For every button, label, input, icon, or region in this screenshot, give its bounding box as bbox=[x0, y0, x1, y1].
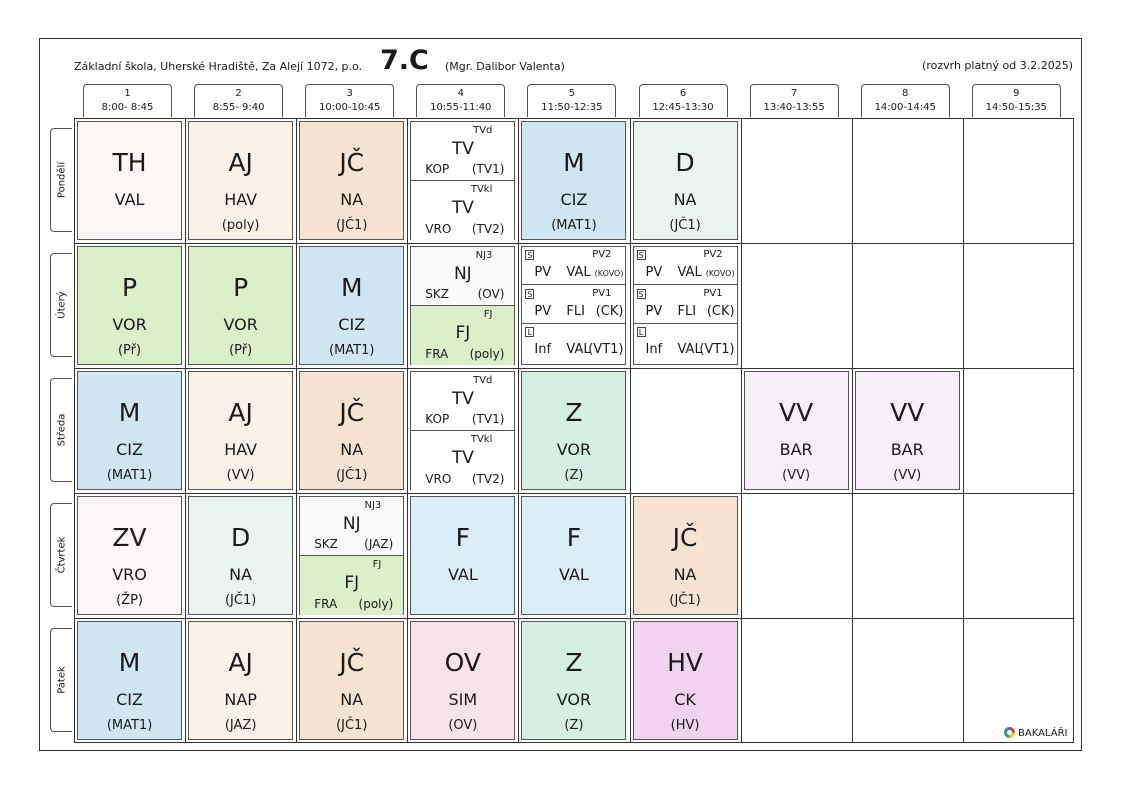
group-name: PV2 bbox=[703, 249, 723, 260]
row-divider bbox=[74, 618, 1074, 619]
lesson-room: (TV1) bbox=[471, 412, 505, 426]
lesson-teacher: SIM bbox=[448, 690, 478, 709]
lesson-subject: TV bbox=[451, 448, 474, 468]
lesson-teacher: VAL bbox=[677, 342, 702, 357]
lesson-teacher: VAL bbox=[447, 565, 478, 584]
lesson-cell bbox=[633, 496, 738, 615]
lesson-cell bbox=[744, 371, 849, 490]
lesson-room: (JAZ) bbox=[224, 718, 257, 733]
period-number: 3 bbox=[346, 88, 353, 99]
lesson-room: (poly) bbox=[358, 597, 394, 611]
column-divider bbox=[741, 118, 742, 743]
lesson-room: (VV) bbox=[226, 468, 255, 483]
column-divider bbox=[185, 118, 186, 743]
lesson-teacher: CIZ bbox=[560, 190, 588, 209]
column-divider bbox=[407, 118, 408, 743]
day-label: Čtvrtek bbox=[56, 536, 67, 574]
day-label: Středa bbox=[56, 413, 67, 447]
lesson-teacher: VOR bbox=[556, 440, 592, 459]
lesson-room: (Z) bbox=[564, 718, 584, 733]
lesson-subject: PV bbox=[645, 303, 663, 319]
school-name: Základní škola, Uherské Hradiště, Za Alejí 1072, p.o. bbox=[74, 60, 363, 73]
lesson-subject: VV bbox=[779, 398, 814, 427]
validity-note: (rozvrh platný od 3.2.2025) bbox=[922, 59, 1073, 72]
lesson-subject: M bbox=[563, 148, 585, 177]
lesson-room: (HV) bbox=[670, 718, 700, 733]
column-divider bbox=[518, 118, 519, 743]
lesson-subject: NJ bbox=[342, 514, 361, 534]
lesson-cell bbox=[299, 496, 404, 615]
lesson-teacher: VAL bbox=[566, 342, 591, 357]
lesson-teacher: KOP bbox=[425, 162, 450, 176]
period-time: 8:00- 8:45 bbox=[101, 102, 154, 113]
period-number: 1 bbox=[124, 88, 131, 99]
lesson-teacher: NA bbox=[673, 565, 697, 584]
group-lesson bbox=[411, 431, 514, 490]
lesson-subject: PV bbox=[534, 265, 552, 280]
lesson-room: (poly) bbox=[469, 347, 505, 361]
lesson-room: (MAT1) bbox=[106, 468, 153, 483]
lesson-teacher: VAL bbox=[677, 265, 702, 280]
lesson-subject: JČ bbox=[672, 523, 698, 552]
lesson-teacher: FLI bbox=[566, 303, 585, 319]
lesson-subject: F bbox=[455, 523, 471, 552]
day-header-4 bbox=[50, 503, 72, 607]
group-lesson bbox=[411, 181, 514, 240]
lesson-teacher: VAL bbox=[566, 265, 591, 280]
cycle-mark: S bbox=[527, 251, 533, 260]
period-time: 10:00-10:45 bbox=[319, 102, 381, 113]
lesson-teacher: NA bbox=[340, 190, 364, 209]
lesson-room: (CK) bbox=[595, 303, 624, 319]
group-lesson bbox=[634, 324, 737, 362]
lesson-cell bbox=[521, 371, 626, 490]
lesson-room: (TV1) bbox=[471, 162, 505, 176]
group-name: PV1 bbox=[703, 287, 723, 299]
bakalari-brand: BAKALÁŘI bbox=[1018, 728, 1068, 739]
lesson-room: (JČ1) bbox=[669, 218, 701, 233]
lesson-subject: TV bbox=[451, 198, 474, 218]
period-time: 14:00-14:45 bbox=[874, 102, 936, 113]
lesson-room: (KOVO) bbox=[705, 269, 735, 278]
period-header-5 bbox=[527, 84, 616, 117]
lesson-subject: M bbox=[340, 273, 363, 302]
group-name: TVkl bbox=[470, 434, 493, 445]
lesson-cell bbox=[299, 246, 404, 365]
lesson-teacher: VRO bbox=[425, 472, 452, 486]
lesson-room: (OV) bbox=[448, 718, 478, 733]
lesson-room: (MAT1) bbox=[329, 343, 375, 358]
lesson-subject: OV bbox=[444, 648, 482, 677]
lesson-subject: Z bbox=[565, 648, 583, 677]
lesson-subject: AJ bbox=[228, 148, 253, 177]
lesson-cell bbox=[188, 246, 293, 365]
group-lesson bbox=[634, 286, 737, 324]
lesson-room: (KOVO) bbox=[594, 269, 624, 278]
period-header-1 bbox=[83, 84, 172, 117]
lesson-cell bbox=[410, 621, 515, 740]
period-header-8 bbox=[861, 84, 950, 117]
lesson-subject: M bbox=[118, 398, 141, 427]
period-number: 8 bbox=[902, 88, 909, 99]
lesson-cell bbox=[410, 121, 515, 240]
group-lesson bbox=[634, 247, 737, 285]
lesson-teacher: NA bbox=[229, 565, 253, 584]
cycle-mark: S bbox=[527, 289, 533, 299]
day-label: Pátek bbox=[56, 666, 67, 694]
lesson-teacher: VOR bbox=[112, 315, 147, 334]
lesson-room: (VT1) bbox=[699, 342, 735, 357]
lesson-subject: JČ bbox=[339, 648, 365, 677]
period-time: 11:50-12:35 bbox=[541, 102, 603, 113]
group-lesson bbox=[522, 247, 625, 285]
day-label: Pondělí bbox=[56, 161, 67, 199]
class-title: 7.C bbox=[380, 45, 429, 76]
cycle-mark: L bbox=[525, 327, 534, 337]
lesson-cell bbox=[77, 246, 182, 365]
period-header-7 bbox=[750, 84, 839, 117]
lesson-teacher: NAP bbox=[224, 690, 257, 709]
lesson-subject: F bbox=[566, 523, 582, 552]
lesson-cell bbox=[299, 121, 404, 240]
lesson-subject: D bbox=[231, 523, 251, 552]
lesson-subject: PV bbox=[534, 303, 552, 319]
lesson-cell bbox=[410, 246, 515, 365]
lesson-room: (VT1) bbox=[588, 342, 624, 357]
lesson-subject: P bbox=[233, 273, 249, 302]
lesson-cell bbox=[410, 371, 515, 490]
lesson-teacher: BAR bbox=[890, 440, 924, 459]
lesson-subject: P bbox=[122, 273, 138, 302]
lesson-teacher: BAR bbox=[779, 440, 813, 459]
lesson-teacher: HAV bbox=[224, 190, 258, 209]
lesson-subject: TV bbox=[451, 139, 474, 159]
lesson-room: (JČ1) bbox=[669, 593, 701, 608]
lesson-room: (MAT1) bbox=[551, 218, 597, 233]
lesson-cell bbox=[188, 621, 293, 740]
lesson-cell bbox=[77, 496, 182, 615]
lesson-room: (Z) bbox=[564, 468, 584, 483]
lesson-room: (OV) bbox=[477, 287, 505, 301]
period-time: 13:40-13:55 bbox=[763, 102, 825, 113]
period-header-4 bbox=[416, 84, 505, 117]
lesson-room: (Př) bbox=[117, 343, 142, 358]
period-time: 10:55-11:40 bbox=[430, 102, 492, 113]
lesson-subject: FJ bbox=[344, 573, 360, 593]
lesson-room: (TV2) bbox=[471, 472, 505, 486]
day-header-5 bbox=[50, 628, 72, 732]
column-divider bbox=[963, 118, 964, 743]
period-header-3 bbox=[305, 84, 394, 117]
lesson-cell bbox=[188, 121, 293, 240]
lesson-teacher: CIZ bbox=[116, 690, 143, 709]
lesson-subject: NJ bbox=[453, 264, 472, 284]
lesson-room: (JČ1) bbox=[336, 218, 368, 233]
lesson-room: (JČ1) bbox=[336, 468, 368, 483]
lesson-cell bbox=[633, 621, 738, 740]
lesson-room: (poly) bbox=[221, 218, 260, 233]
lesson-cell bbox=[855, 371, 960, 490]
group-name: FJ bbox=[372, 559, 382, 570]
group-name: NJ3 bbox=[475, 250, 493, 261]
lesson-cell bbox=[521, 246, 626, 365]
lesson-cell bbox=[188, 371, 293, 490]
lesson-teacher: VRO bbox=[112, 565, 147, 584]
group-name: TVd bbox=[473, 375, 493, 386]
lesson-teacher: HAV bbox=[224, 440, 258, 459]
period-time: 14:50-15:35 bbox=[985, 102, 1047, 113]
lesson-teacher: SKZ bbox=[425, 287, 450, 301]
lesson-teacher: FRA bbox=[425, 347, 449, 361]
lesson-room: (CK) bbox=[706, 303, 735, 319]
lesson-teacher: VRO bbox=[425, 222, 452, 236]
lesson-cell bbox=[188, 496, 293, 615]
period-number: 7 bbox=[790, 88, 798, 99]
row-divider bbox=[74, 493, 1074, 494]
period-number: 2 bbox=[235, 88, 242, 99]
lesson-subject: VV bbox=[890, 398, 925, 427]
group-lesson bbox=[300, 497, 403, 556]
lesson-teacher: CK bbox=[674, 690, 696, 709]
lesson-subject: FJ bbox=[455, 323, 471, 343]
group-lesson bbox=[411, 372, 514, 431]
group-name: TVd bbox=[473, 125, 493, 136]
lesson-teacher: NA bbox=[340, 690, 364, 709]
group-lesson bbox=[522, 324, 625, 362]
lesson-subject: Inf bbox=[645, 342, 663, 357]
lesson-room: (TV2) bbox=[471, 222, 505, 236]
lesson-teacher: SKZ bbox=[314, 537, 338, 551]
lesson-room: (JAZ) bbox=[364, 537, 394, 551]
lesson-cell bbox=[410, 496, 515, 615]
bakalari-logo-icon bbox=[1004, 727, 1015, 738]
bakalari-logo bbox=[1004, 727, 1067, 739]
period-number: 4 bbox=[457, 88, 464, 99]
lesson-teacher: VAL bbox=[114, 190, 145, 209]
cycle-mark: L bbox=[637, 327, 646, 337]
lesson-subject: JČ bbox=[339, 398, 365, 427]
lesson-cell bbox=[77, 121, 182, 240]
lesson-room: (JČ1) bbox=[336, 718, 368, 733]
cycle-mark: S bbox=[638, 289, 644, 299]
lesson-subject: HV bbox=[667, 648, 703, 677]
lesson-cell bbox=[77, 371, 182, 490]
lesson-cell bbox=[521, 121, 626, 240]
lesson-subject: ZV bbox=[112, 523, 147, 552]
lesson-subject: PV bbox=[645, 265, 663, 280]
lesson-room: (Př) bbox=[229, 343, 253, 358]
lesson-subject: TV bbox=[451, 389, 474, 409]
period-header-6 bbox=[639, 84, 728, 117]
lesson-teacher: NA bbox=[340, 440, 364, 459]
column-divider bbox=[630, 118, 631, 743]
lesson-teacher: VOR bbox=[223, 315, 258, 334]
lesson-cell bbox=[299, 371, 404, 490]
group-lesson bbox=[411, 306, 514, 365]
row-divider bbox=[74, 243, 1074, 244]
lesson-room: (VV) bbox=[782, 468, 811, 483]
period-header-9 bbox=[972, 84, 1061, 117]
lesson-teacher: CIZ bbox=[116, 440, 143, 459]
group-lesson bbox=[522, 286, 625, 324]
group-lesson bbox=[411, 122, 514, 181]
lesson-room: (JČ1) bbox=[224, 593, 257, 608]
lesson-teacher: VAL bbox=[559, 565, 589, 584]
lesson-cell bbox=[299, 621, 404, 740]
lesson-subject: TH bbox=[112, 148, 147, 177]
lesson-cell bbox=[633, 246, 738, 365]
day-header-3 bbox=[50, 378, 72, 482]
lesson-room: (ŽP) bbox=[116, 593, 143, 608]
day-label: Úterý bbox=[56, 291, 67, 319]
group-name: PV1 bbox=[592, 287, 612, 299]
day-header-1 bbox=[50, 128, 72, 232]
lesson-subject: AJ bbox=[228, 398, 253, 427]
group-name: PV2 bbox=[592, 249, 612, 260]
group-name: TVkl bbox=[470, 184, 493, 195]
lesson-cell bbox=[521, 621, 626, 740]
cycle-mark: S bbox=[638, 251, 644, 260]
lesson-cell bbox=[521, 496, 626, 615]
lesson-subject: AJ bbox=[228, 648, 253, 677]
day-header-2 bbox=[50, 253, 72, 357]
lesson-room: (VV) bbox=[893, 468, 922, 483]
lesson-teacher: FRA bbox=[314, 597, 338, 611]
period-time: 12:45-13:30 bbox=[652, 102, 714, 113]
period-time: 8:55- 9:40 bbox=[212, 102, 265, 113]
period-number: 5 bbox=[568, 88, 576, 99]
period-header-2 bbox=[194, 84, 283, 117]
class-teacher: (Mgr. Dalibor Valenta) bbox=[445, 60, 565, 73]
lesson-room: (MAT1) bbox=[106, 718, 153, 733]
lesson-teacher: CIZ bbox=[338, 315, 366, 334]
lesson-subject: M bbox=[118, 648, 141, 677]
row-divider bbox=[74, 368, 1074, 369]
lesson-teacher: VOR bbox=[556, 690, 592, 709]
lesson-teacher: KOP bbox=[425, 412, 450, 426]
lesson-teacher: FLI bbox=[677, 303, 697, 319]
lesson-subject: Inf bbox=[534, 342, 552, 357]
column-divider bbox=[852, 118, 853, 743]
lesson-subject: D bbox=[675, 148, 695, 177]
lesson-subject: JČ bbox=[339, 148, 365, 177]
lesson-cell bbox=[633, 121, 738, 240]
lesson-teacher: NA bbox=[673, 190, 697, 209]
group-lesson bbox=[411, 247, 514, 306]
lesson-subject: Z bbox=[565, 398, 583, 427]
period-number: 9 bbox=[1013, 88, 1020, 99]
group-lesson bbox=[300, 556, 403, 615]
lesson-cell bbox=[77, 621, 182, 740]
column-divider bbox=[296, 118, 297, 743]
group-name: NJ3 bbox=[364, 500, 382, 511]
period-number: 6 bbox=[679, 88, 687, 99]
group-name: FJ bbox=[483, 309, 493, 320]
